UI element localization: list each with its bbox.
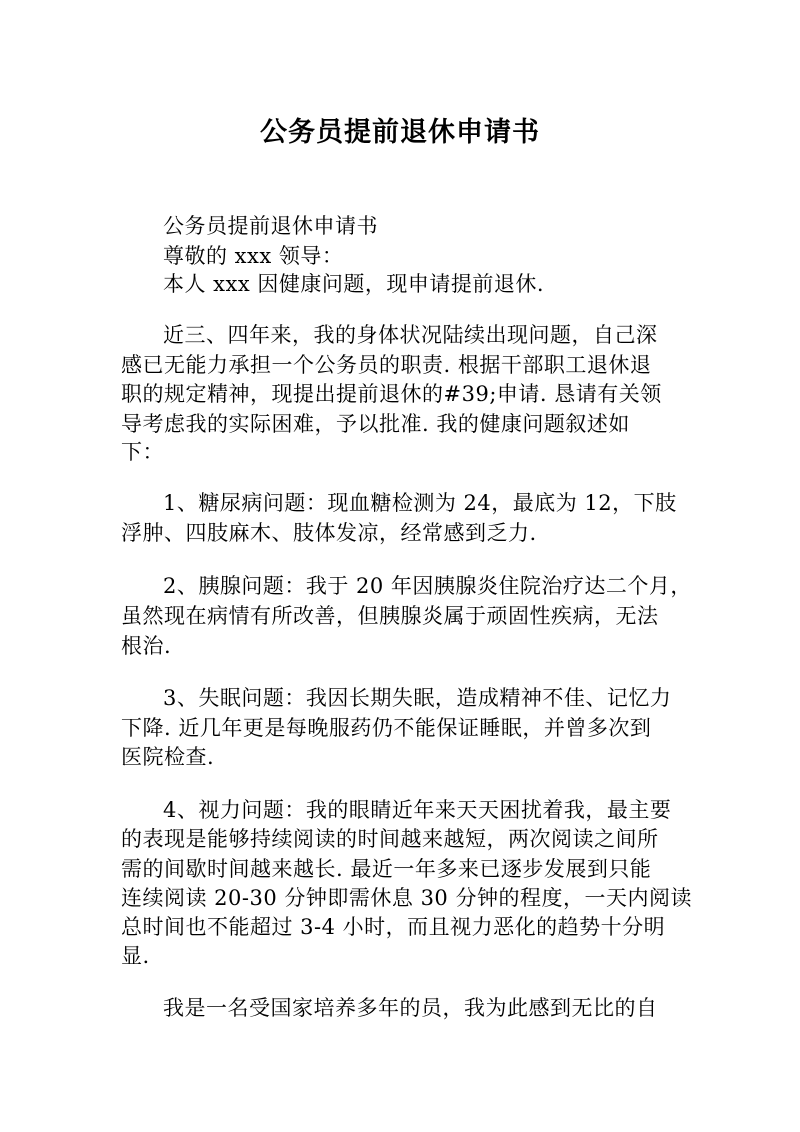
paragraph-line: 需的间歇时间越来越长. 最近一年多来已逐步发展到只能 [121,857,652,881]
paragraph-line: 2、胰腺问题：我于 20 年因胰腺炎住院治疗达二个月， [163,574,692,598]
paragraph-line: 下： [121,440,164,464]
paragraph-line: 显. [121,944,150,968]
paragraph-line: 1、糖尿病问题：现血糖检测为 24，最底为 12，下肢 [163,491,677,515]
paragraph-line: 感已无能力承担一个公务员的职责. 根据干部职工退休退 [121,353,652,377]
paragraph-line: 虽然现在病情有所改善，但胰腺炎属于顽固性疾病，无法 [121,604,659,628]
paragraph-line: 浮肿、四肢麻木、肢体发凉，经常感到乏力. [121,521,537,545]
paragraph-line: 职的规定精神，现提出提前退休的#39;申请. 恳请有关领 [121,382,662,406]
subtitle-line: 公务员提前退休申请书 [163,214,378,238]
document-title: 公务员提前退休申请书 [260,117,540,148]
paragraph-line: 医院检查. [121,745,215,769]
paragraph-line: 连续阅读 20-30 分钟即需休息 30 分钟的程度，一天内阅读 [121,886,692,910]
salutation-line: 尊敬的 xxx 领导： [163,244,344,268]
paragraph-line: 根治. [121,634,172,658]
paragraph-line: 下降. 近几年更是每晚服药仍不能保证睡眠，并曾多次到 [121,716,652,740]
paragraph-line: 4、视力问题：我的眼睛近年来天天困扰着我，最主要 [163,798,672,822]
paragraph-line: 总时间也不能超过 3-4 小时，而且视力恶化的趋势十分明 [121,915,666,939]
paragraph-line: 近三、四年来，我的身体状况陆续出现问题，自己深 [163,323,658,347]
paragraph-line: 导考虑我的实际困难，予以批准. 我的健康问题叙述如 [121,412,630,436]
paragraph-line: 我是一名受国家培养多年的员，我为此感到无比的自 [163,996,658,1020]
intro-line: 本人 xxx 因健康问题，现申请提前退休. [163,272,545,296]
paragraph-line: 3、失眠问题：我因长期失眠，造成精神不佳、记忆力 [163,686,672,710]
paragraph-line: 的表现是能够持续阅读的时间越来越短，两次阅读之间所 [121,827,659,851]
